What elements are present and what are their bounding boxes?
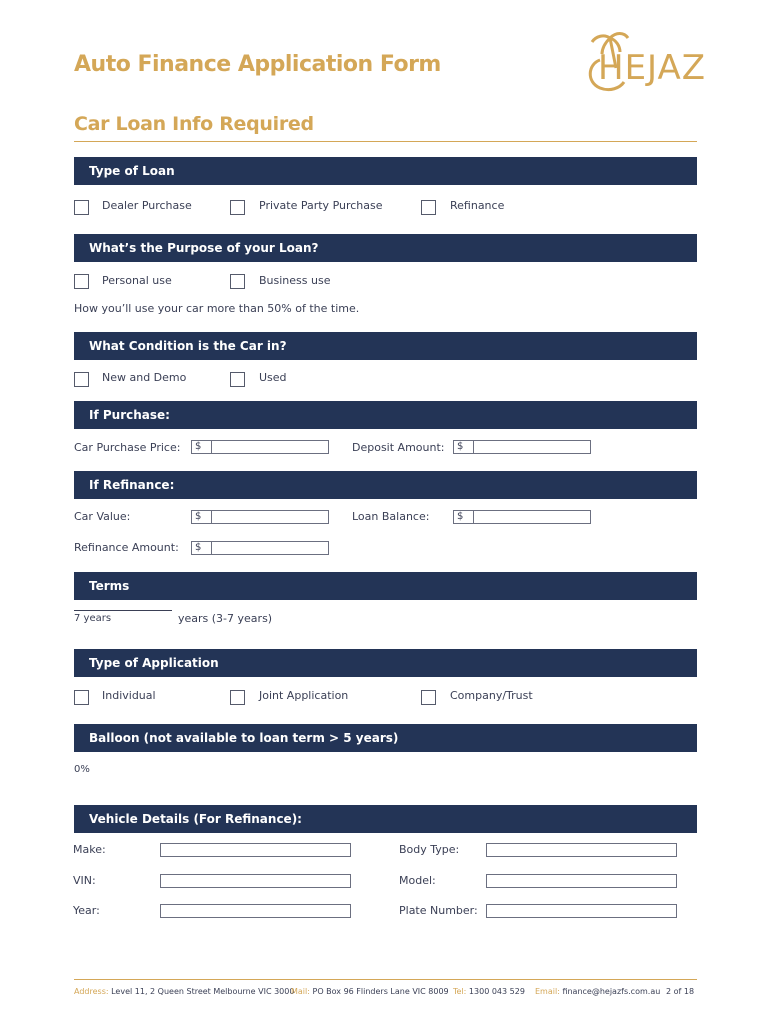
business-use-label: Business use — [259, 274, 331, 287]
address-key: Address: — [74, 987, 109, 996]
type-of-loan-header: Type of Loan — [74, 157, 697, 185]
plate-number-label: Plate Number: — [399, 904, 478, 917]
if-refinance-header: If Refinance: — [74, 471, 697, 499]
footer-email — [535, 987, 660, 996]
used-checkbox[interactable] — [230, 372, 245, 387]
personal-use-checkbox[interactable] — [74, 274, 89, 289]
condition-header: What Condition is the Car in? — [74, 332, 697, 360]
car-purchase-price-label: Car Purchase Price: — [74, 441, 181, 454]
make-field[interactable] — [160, 843, 351, 857]
joint-application-checkbox[interactable] — [230, 690, 245, 705]
email-key: Email: — [535, 987, 560, 996]
page-title: Auto Finance Application Form — [74, 52, 441, 77]
if-purchase-header: If Purchase: — [74, 401, 697, 429]
refinance-amount-field[interactable] — [191, 541, 329, 555]
model-field[interactable] — [486, 874, 677, 888]
new-and-demo-checkbox[interactable] — [74, 372, 89, 387]
new-and-demo-label: New and Demo — [102, 371, 187, 384]
section-subtitle: Car Loan Info Required — [74, 113, 314, 135]
year-label: Year: — [73, 904, 100, 917]
application-type-header: Type of Application — [74, 649, 697, 677]
car-purchase-price-field[interactable] — [191, 440, 329, 454]
vin-field[interactable] — [160, 874, 351, 888]
loan-balance-label: Loan Balance: — [352, 510, 430, 523]
loan-balance-field[interactable] — [453, 510, 591, 524]
business-use-checkbox[interactable] — [230, 274, 245, 289]
purpose-header: What’s the Purpose of your Loan? — [74, 234, 697, 262]
dealer-purchase-label: Dealer Purchase — [102, 199, 192, 212]
body-type-label: Body Type: — [399, 843, 460, 856]
individual-checkbox[interactable] — [74, 690, 89, 705]
refinance-amount-label: Refinance Amount: — [74, 541, 179, 554]
refinance-checkbox[interactable] — [421, 200, 436, 215]
plate-number-field[interactable] — [486, 904, 677, 918]
logo-text: HEJAZ — [598, 48, 707, 88]
email-value: finance@hejazfs.com.au — [562, 987, 661, 996]
private-party-purchase-checkbox[interactable] — [230, 200, 245, 215]
currency-symbol: $ — [192, 542, 212, 554]
hejaz-logo — [580, 30, 707, 94]
private-party-purchase-label: Private Party Purchase — [259, 199, 383, 212]
vehicle-details-header: Vehicle Details (For Refinance): — [74, 805, 697, 833]
terms-header: Terms — [74, 572, 697, 600]
personal-use-label: Personal use — [102, 274, 172, 287]
currency-symbol: $ — [192, 441, 212, 453]
joint-application-label: Joint Application — [259, 689, 349, 702]
dealer-purchase-checkbox[interactable] — [74, 200, 89, 215]
car-value-label: Car Value: — [74, 510, 131, 523]
tel-value: 1300 043 529 — [468, 987, 525, 996]
currency-symbol: $ — [192, 511, 212, 523]
purpose-note: How you’ll use your car more than 50% of the time. — [74, 302, 360, 315]
balloon-input[interactable]: 0% — [74, 764, 90, 775]
deposit-amount-label: Deposit Amount: — [352, 441, 445, 454]
terms-input[interactable]: 7 years — [74, 613, 112, 624]
company-trust-checkbox[interactable] — [421, 690, 436, 705]
footer-tel — [453, 987, 525, 996]
individual-label: Individual — [102, 689, 156, 702]
car-value-field[interactable] — [191, 510, 329, 524]
refinance-label: Refinance — [450, 199, 505, 212]
company-trust-label: Company/Trust — [450, 689, 533, 702]
page-number: 2 of 18 — [666, 987, 695, 996]
currency-symbol: $ — [454, 511, 474, 523]
used-label: Used — [259, 371, 287, 384]
footer-mail — [291, 987, 449, 996]
terms-underline — [74, 610, 172, 611]
terms-suffix: years (3-7 years) — [178, 612, 273, 625]
vin-label: VIN: — [73, 874, 96, 887]
balloon-header: Balloon (not available to loan term > 5 years) — [74, 724, 697, 752]
year-field[interactable] — [160, 904, 351, 918]
currency-symbol: $ — [454, 441, 474, 453]
gold-divider — [74, 141, 697, 142]
mail-key: Mail: — [291, 987, 310, 996]
mail-value: PO Box 96 Flinders Lane VIC 8009 — [312, 987, 449, 996]
make-label: Make: — [73, 843, 106, 856]
tel-key: Tel: — [453, 987, 467, 996]
body-type-field[interactable] — [486, 843, 677, 857]
address-value: Level 11, 2 Queen Street Melbourne VIC 3000 — [111, 987, 295, 996]
footer-address — [74, 987, 294, 996]
footer-divider — [74, 979, 697, 980]
deposit-amount-field[interactable] — [453, 440, 591, 454]
model-label: Model: — [399, 874, 436, 887]
